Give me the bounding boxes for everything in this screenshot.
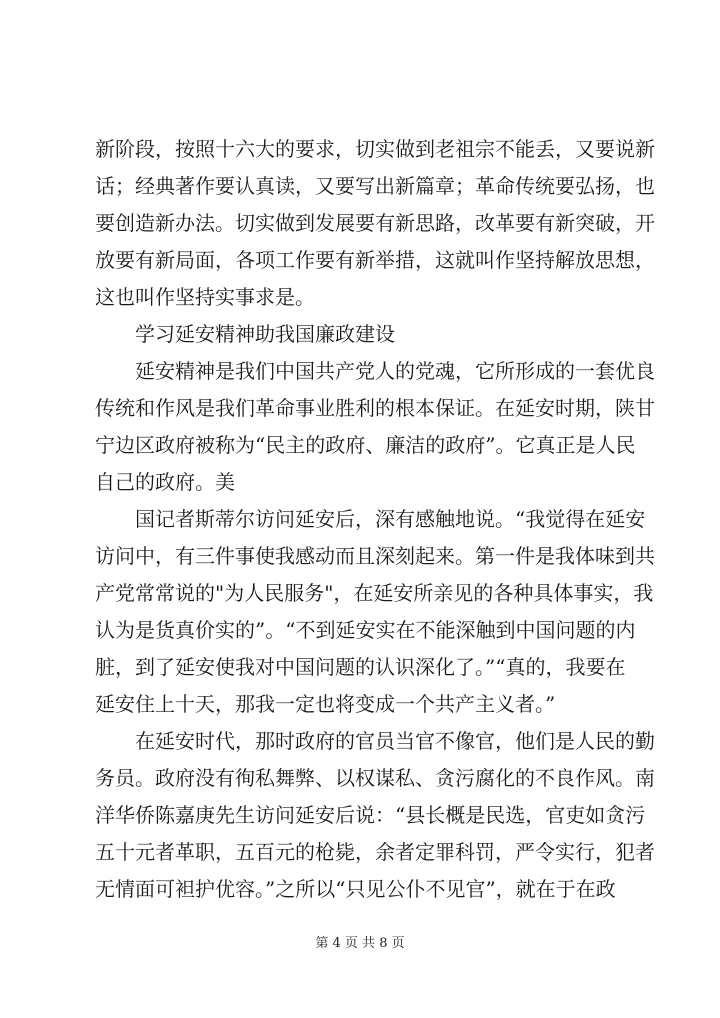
body-text-line: 宁边区政府被称为“民主的政府、廉洁的政府”。它真正是人民 (95, 433, 636, 457)
body-text-line: 洋华侨陈嘉庚先生访问延安后说：“县长概是民选，官吏如贪污 (95, 803, 646, 827)
body-text-line: 在延安时代，那时政府的官员当官不像官，他们是人民的勤 (135, 729, 655, 753)
body-text-line: 访问中，有三件事使我感动而且深刻起来。第一件是我体味到共 (95, 544, 655, 568)
body-text-line: 国记者斯蒂尔访问延安后，深有感触地说。“我觉得在延安 (135, 507, 646, 531)
body-text-line: 产党常常说的"为人民服务"，在延安所亲见的各种具体事实，我 (95, 581, 654, 605)
body-text-line: 脏，到了延安使我对中国问题的认识深化了。”“真的，我要在 (95, 655, 626, 679)
body-text-line: 务员。政府没有徇私舞弊、以权谋私、贪污腐化的不良作风。南 (95, 766, 655, 790)
body-text-line: 五十元者革职，五百元的枪毙，余者定罪科罚，严令实行，犯者 (95, 840, 655, 864)
body-text-line: 这也叫作坚持实事求是。 (95, 285, 315, 309)
body-text-line: 放要有新局面，各项工作要有新举措，这就叫作坚持解放思想， (95, 248, 655, 272)
body-text-line: 认为是货真价实的”。“不到延安实在不能深触到中国问题的内 (95, 618, 636, 642)
section-heading: 学习延安精神助我国廉政建设 (135, 322, 395, 346)
body-text-line: 话；经典著作要认真读，又要写出新篇章；革命传统要弘扬，也 (95, 174, 655, 198)
body-text-line: 传统和作风是我们革命事业胜利的根本保证。在延安时期，陕甘 (95, 396, 655, 420)
body-text-line: 新阶段，按照十六大的要求，切实做到老祖宗不能丢，又要说新 (95, 137, 655, 161)
body-text-line: 要创造新办法。切实做到发展要有新思路，改革要有新突破，开 (95, 211, 655, 235)
body-text-line: 自己的政府。美 (95, 470, 235, 494)
body-text-line: 无情面可袒护优容。”之所以“只见公仆不见官”，就在于在政 (95, 877, 616, 901)
body-text-line: 延安精神是我们中国共产党人的党魂，它所形成的一套优良 (135, 359, 655, 383)
body-text-line: 延安住上十天，那我一定也将变成一个共产主义者。” (95, 692, 556, 716)
page-number-footer: 第 4 页 共 8 页 (315, 936, 405, 951)
